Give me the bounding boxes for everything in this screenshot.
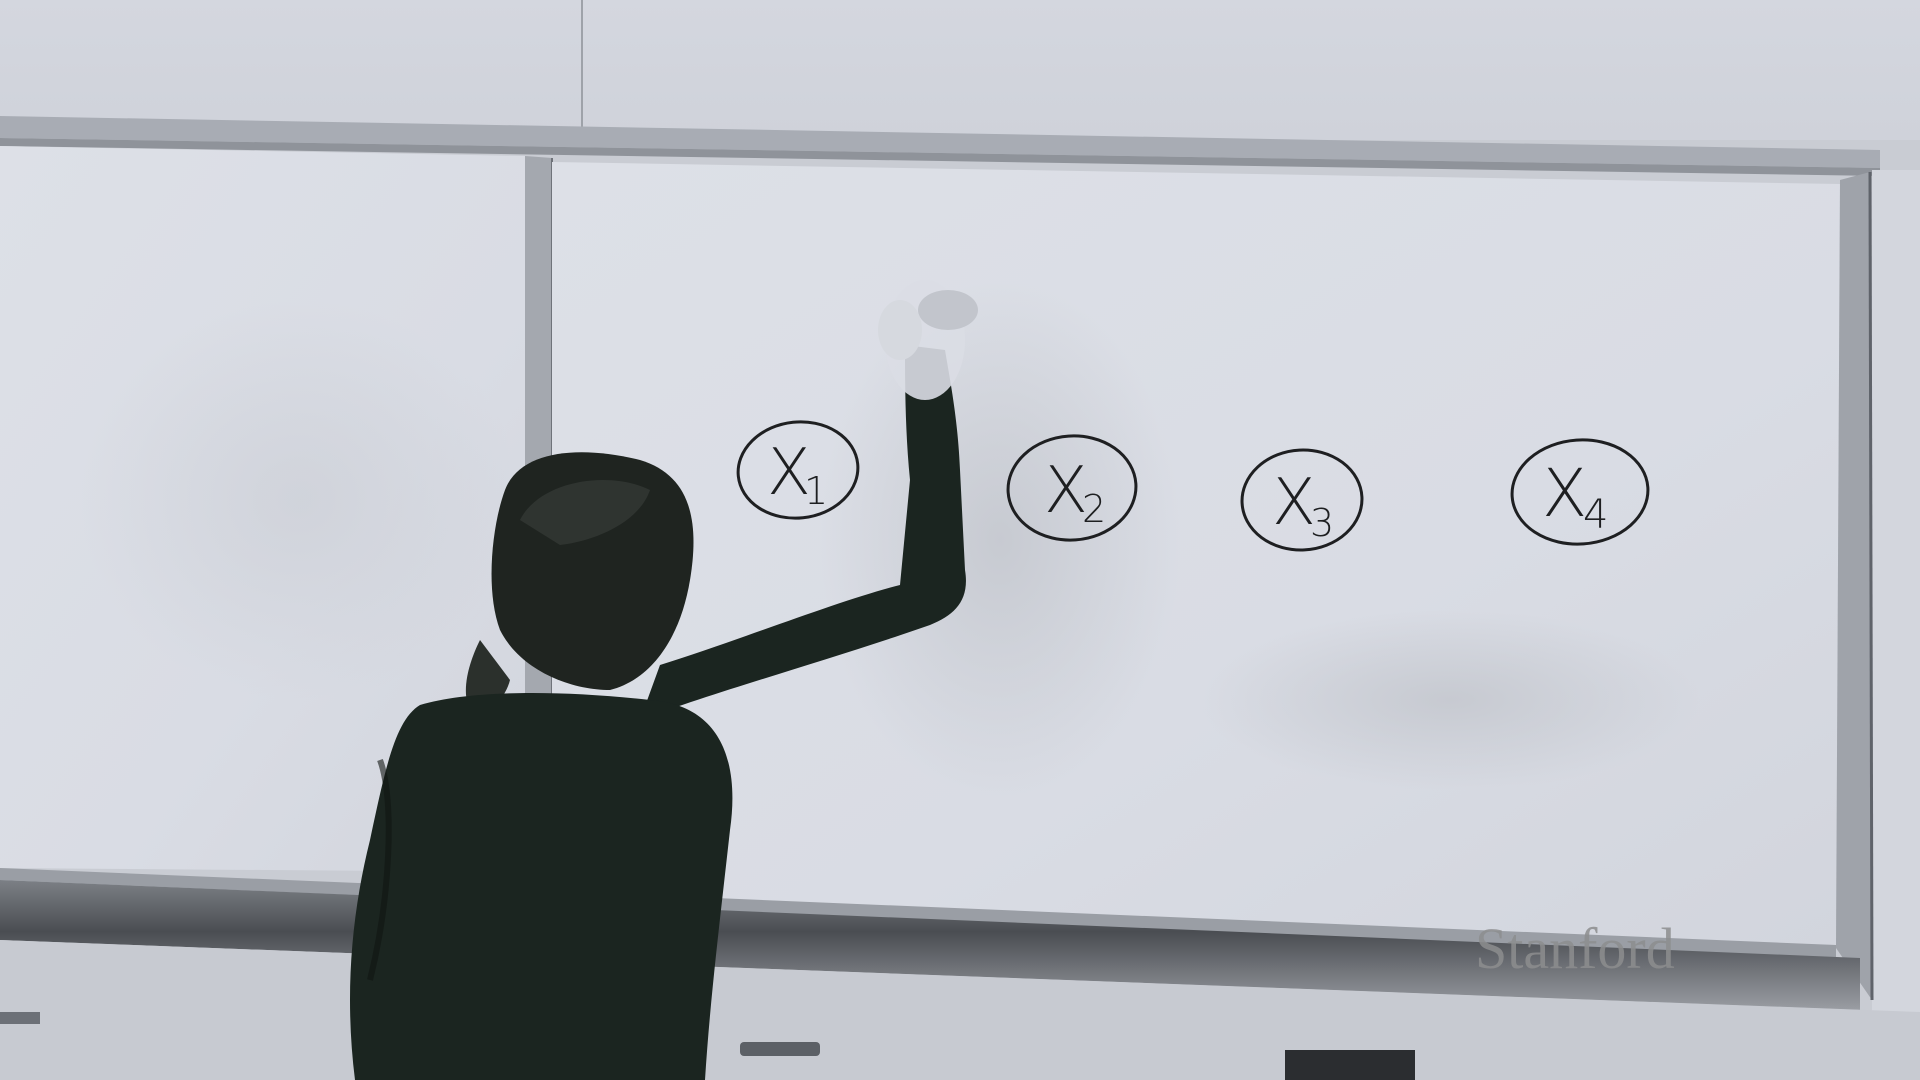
node-x3-var: X <box>1272 466 1316 540</box>
node-x3-sub: 3 <box>1310 501 1335 545</box>
eraser <box>1285 1050 1415 1080</box>
marker <box>740 1042 820 1056</box>
node-x2-sub: 2 <box>1082 487 1107 531</box>
node-x2-var: X <box>1044 454 1088 528</box>
node-x1-var: X <box>767 436 811 510</box>
node-x4-sub: 4 <box>1583 492 1609 538</box>
node-x4-var: X <box>1542 455 1588 532</box>
node-x1-sub: 1 <box>804 469 829 513</box>
stanford-watermark: Stanford <box>1475 916 1675 981</box>
wall <box>0 0 1920 140</box>
board-right-frame <box>1836 172 1872 1000</box>
main-whiteboard <box>552 162 1840 945</box>
